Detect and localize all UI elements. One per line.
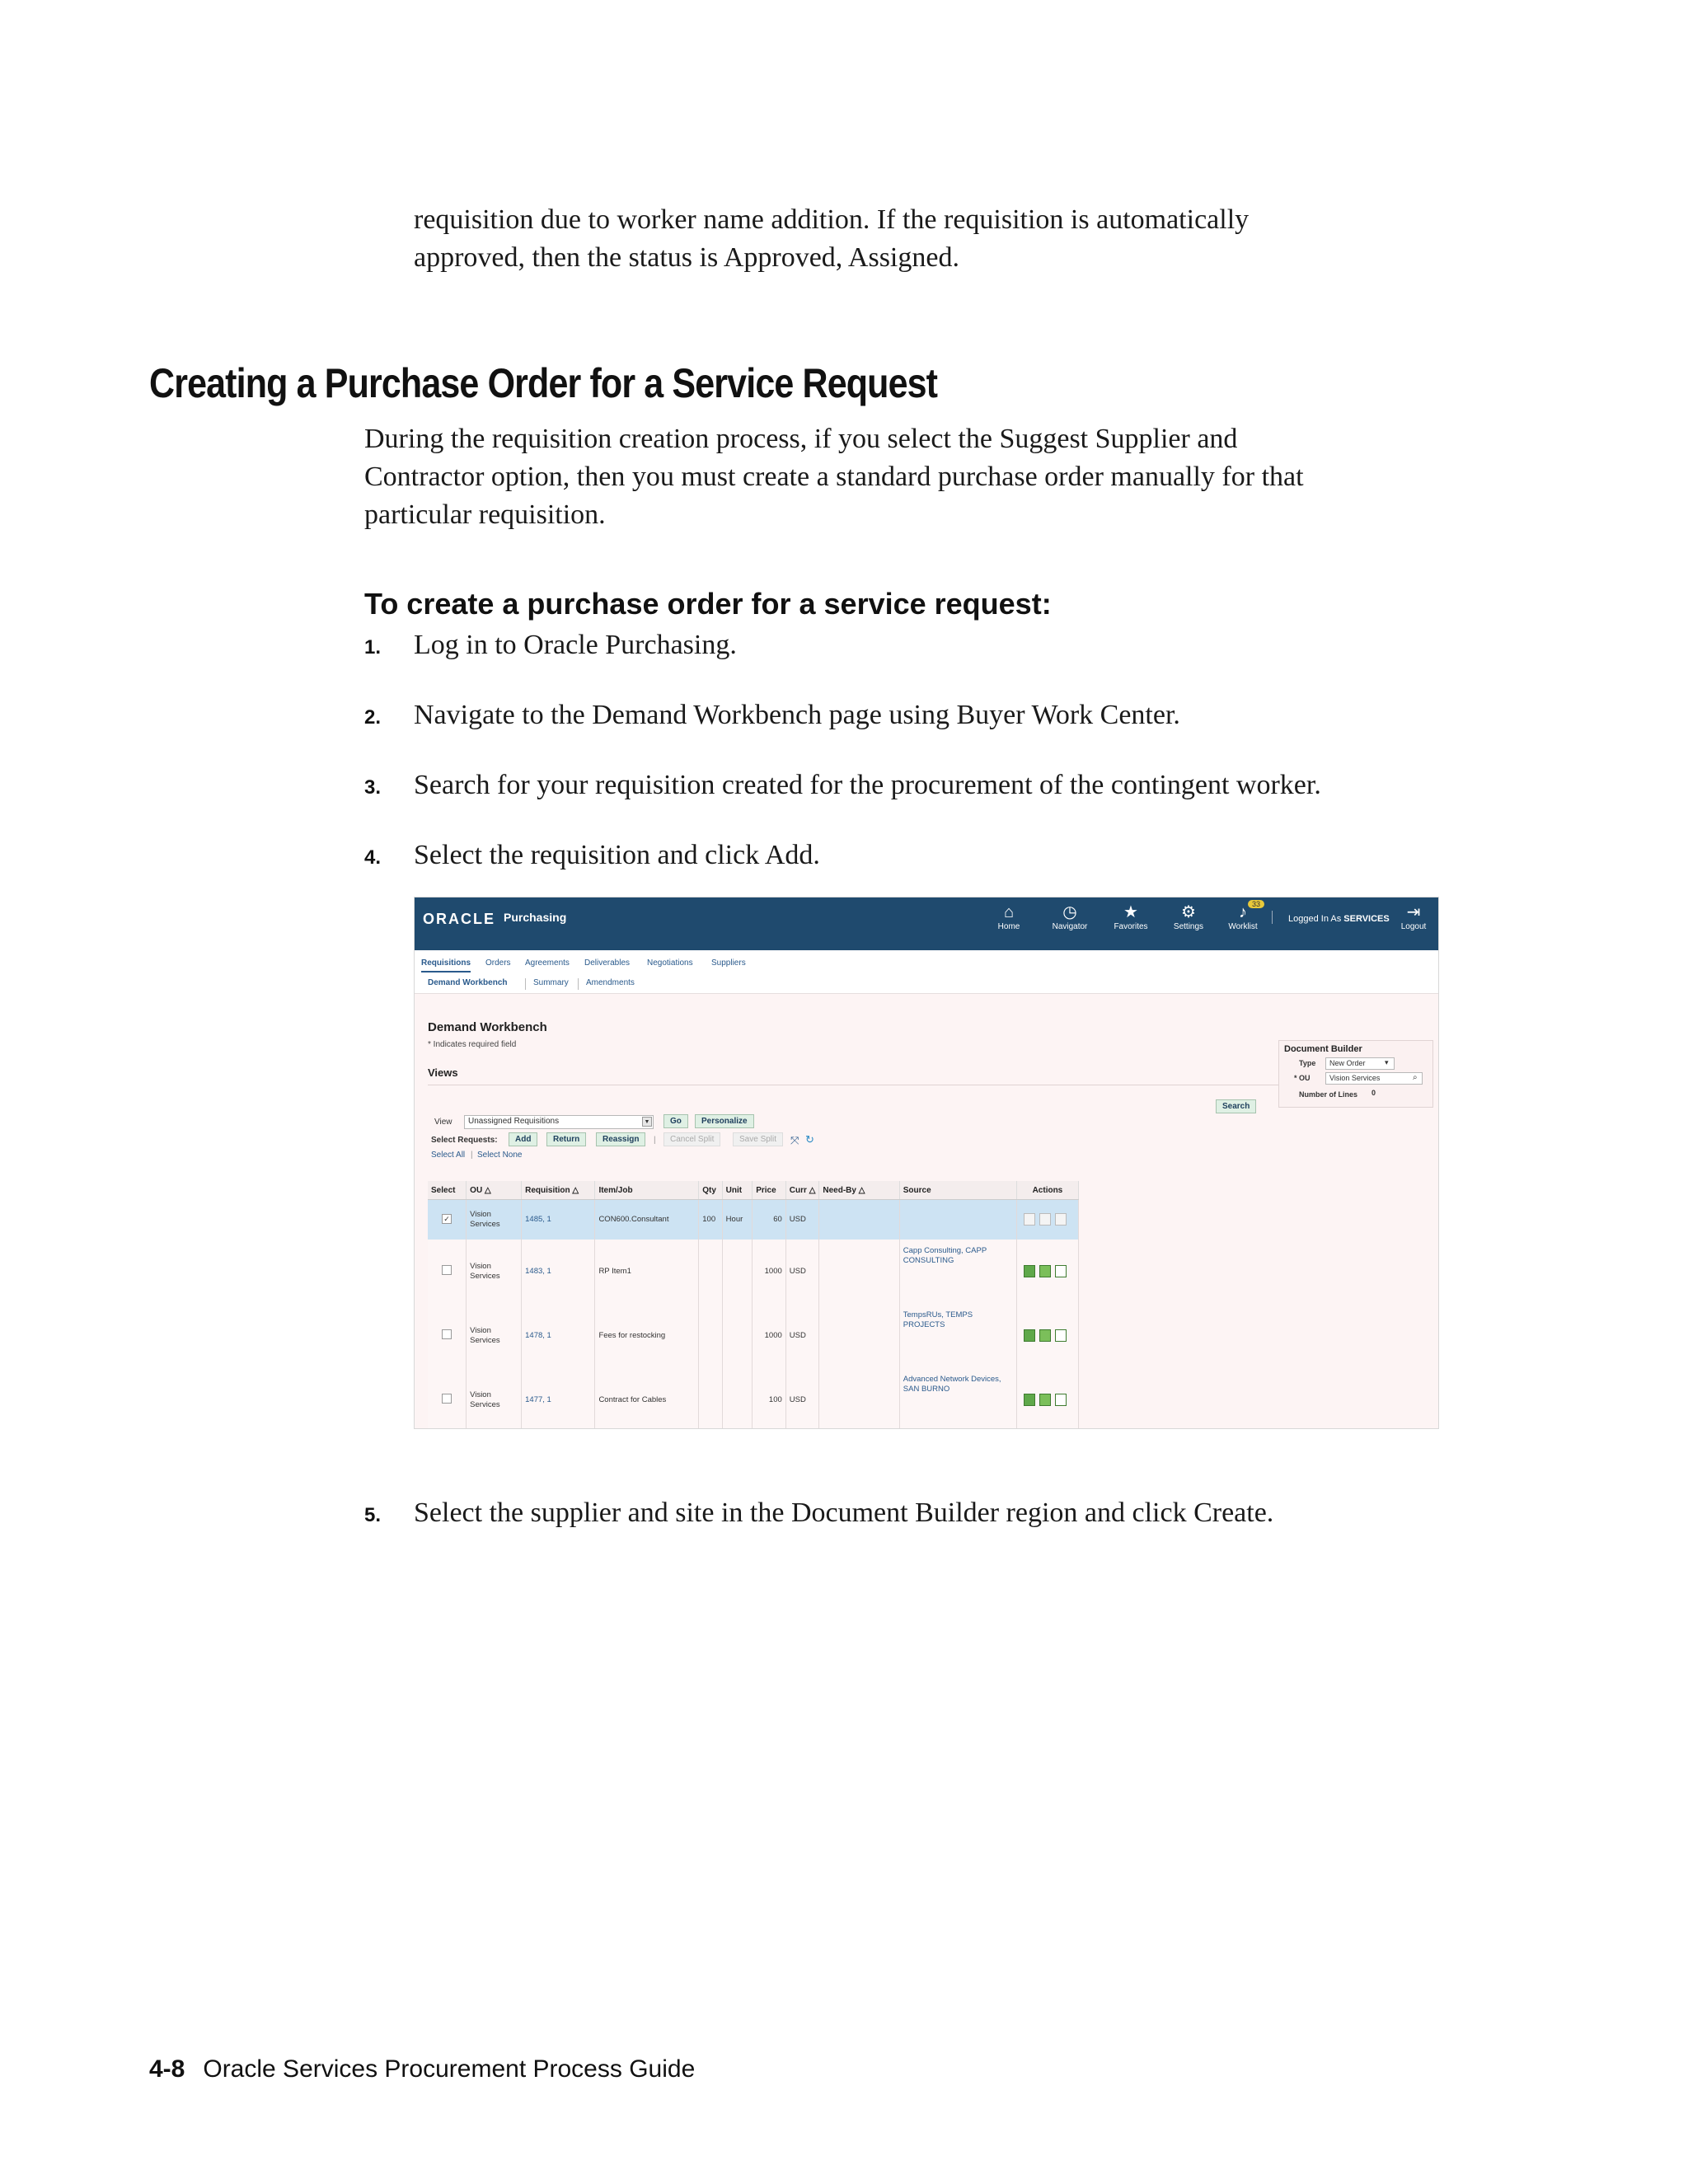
- intro-line-1: requisition due to worker name addition. If the requisition is automatically: [414, 204, 1250, 235]
- number-of-lines-value: 0: [1372, 1089, 1376, 1097]
- select-requests-label: Select Requests:: [431, 1136, 498, 1145]
- save-split-button[interactable]: Save Split: [733, 1132, 783, 1146]
- cell-requisition-link[interactable]: 1485, 1: [522, 1200, 595, 1240]
- table-row[interactable]: [428, 1304, 1079, 1368]
- sort-icon: △: [572, 1185, 579, 1195]
- edit-icon[interactable]: [1039, 1213, 1051, 1226]
- select-all-link[interactable]: Select All: [431, 1151, 466, 1160]
- cell-ou: Vision Services: [467, 1240, 522, 1304]
- view-select-value: Unassigned Requisitions: [468, 1117, 560, 1126]
- subtab-summary[interactable]: Summary: [533, 978, 569, 987]
- subtab-amendments[interactable]: Amendments: [586, 978, 635, 987]
- cell-need-by: [819, 1368, 899, 1430]
- step-5-text: Select the supplier and site in the Document Builder region and click Create.: [414, 1497, 1274, 1528]
- cell-item: RP Item1: [595, 1240, 699, 1304]
- type-select-value: New Order: [1329, 1059, 1366, 1067]
- type-dropdown-icon[interactable]: ▾: [1385, 1058, 1389, 1066]
- document-icon[interactable]: [1024, 1213, 1035, 1226]
- edit-icon[interactable]: [1039, 1329, 1051, 1342]
- clock-icon: ◷: [1062, 903, 1077, 921]
- home-icon: ⌂: [1003, 903, 1015, 921]
- split-icon[interactable]: [1055, 1329, 1067, 1342]
- view-label: View: [434, 1118, 452, 1127]
- column-header-qty: Qty: [699, 1181, 722, 1200]
- oracle-logo: ORACLE: [423, 911, 495, 927]
- cell-unit: [722, 1240, 753, 1304]
- settings-label: Settings: [1173, 922, 1204, 931]
- star-icon: ★: [1123, 903, 1138, 921]
- requisitions-table: [428, 1181, 1079, 1429]
- gear-icon: ⚙: [1181, 903, 1196, 921]
- worklist-label: Worklist: [1228, 922, 1258, 931]
- cell-item: Contract for Cables: [595, 1368, 699, 1430]
- sort-icon: △: [858, 1185, 865, 1195]
- subtab-demand-workbench[interactable]: Demand Workbench: [428, 978, 508, 987]
- row-checkbox[interactable]: [442, 1394, 452, 1404]
- cell-actions: [1016, 1200, 1078, 1240]
- cell-price: 1000: [753, 1304, 786, 1368]
- cell-curr: USD: [785, 1200, 819, 1240]
- view-select[interactable]: [464, 1115, 654, 1129]
- cell-curr: USD: [785, 1368, 819, 1430]
- cell-item: CON600.Consultant: [595, 1200, 699, 1240]
- column-header-ou[interactable]: [467, 1181, 522, 1200]
- tab-deliverables[interactable]: Deliverables: [584, 958, 631, 968]
- logged-in-prefix: Logged In As: [1288, 914, 1342, 924]
- ou-input-value: Vision Services: [1329, 1074, 1381, 1082]
- home-label: Home: [997, 922, 1020, 931]
- chevron-down-icon: ▼: [642, 1117, 652, 1127]
- column-header-requisition-label: Requisition: [525, 1185, 570, 1195]
- return-button[interactable]: Return: [546, 1132, 586, 1146]
- section-para-line-3: particular requisition.: [364, 499, 606, 530]
- row-checkbox[interactable]: [442, 1329, 452, 1339]
- cancel-split-button[interactable]: Cancel Split: [663, 1132, 720, 1146]
- demand-workbench-screenshot: [414, 897, 1439, 1429]
- logout-label: Logout: [1400, 922, 1427, 931]
- column-header-ou-label: OU: [470, 1185, 483, 1195]
- edit-icon[interactable]: [1039, 1394, 1051, 1406]
- main-tabs: [415, 950, 1439, 975]
- procedure-title: To create a purchase order for a service request:: [364, 587, 1052, 621]
- document-icon[interactable]: [1024, 1265, 1035, 1277]
- cell-ou: Vision Services: [467, 1200, 522, 1240]
- page-footer: [149, 2055, 695, 2083]
- table-header-row: [428, 1181, 1079, 1200]
- column-header-select: Select: [428, 1181, 467, 1200]
- required-note-text: Indicates required field: [433, 1040, 517, 1049]
- step-4-text: Select the requisition and click Add.: [414, 840, 820, 870]
- personalize-button[interactable]: Personalize: [695, 1114, 754, 1128]
- step-1-text: Log in to Oracle Purchasing.: [414, 630, 737, 660]
- cell-requisition-link[interactable]: 1477, 1: [522, 1368, 595, 1430]
- column-header-unit: Unit: [722, 1181, 753, 1200]
- table-row[interactable]: [428, 1200, 1079, 1240]
- cell-need-by: [819, 1304, 899, 1368]
- search-button[interactable]: Search: [1216, 1099, 1256, 1113]
- bell-icon: ♪: [1239, 903, 1247, 921]
- cell-requisition-link[interactable]: 1483, 1: [522, 1240, 595, 1304]
- document-builder-region: [1278, 1040, 1433, 1108]
- tab-orders[interactable]: Orders: [485, 958, 511, 968]
- intro-paragraph: [414, 201, 1249, 277]
- document-icon[interactable]: [1024, 1394, 1035, 1406]
- home-button[interactable]: [980, 902, 1038, 931]
- column-header-requisition[interactable]: [522, 1181, 595, 1200]
- favorites-label: Favorites: [1114, 922, 1148, 931]
- page-number: 4-8: [149, 2055, 185, 2083]
- select-none-link[interactable]: Select None: [477, 1151, 523, 1160]
- cell-actions: [1016, 1240, 1078, 1304]
- refresh-icon[interactable]: ↻: [805, 1133, 814, 1146]
- settings-button[interactable]: [1160, 902, 1217, 931]
- toolbar-divider: |: [654, 1136, 656, 1145]
- sort-icon: △: [809, 1185, 816, 1195]
- logout-icon: ⇥: [1406, 903, 1421, 921]
- cell-qty: [699, 1240, 722, 1304]
- cell-curr: USD: [785, 1304, 819, 1368]
- views-header: Views: [428, 1066, 458, 1079]
- document-builder-title: Document Builder: [1284, 1044, 1362, 1054]
- type-label: Type: [1299, 1059, 1316, 1067]
- search-icon[interactable]: ⌕: [1413, 1073, 1418, 1082]
- cell-actions: [1016, 1304, 1078, 1368]
- header-divider: [1272, 911, 1273, 924]
- go-button[interactable]: Go: [663, 1114, 688, 1128]
- split-icon[interactable]: [1055, 1265, 1067, 1277]
- table-row[interactable]: [428, 1240, 1079, 1304]
- cell-ou: Vision Services: [467, 1304, 522, 1368]
- ou-label-text: OU: [1299, 1074, 1311, 1082]
- cell-need-by: [819, 1240, 899, 1304]
- intro-line-2: approved, then the status is Approved, Assigned.: [414, 242, 959, 273]
- cell-price: 100: [753, 1368, 786, 1430]
- step-3-text: Search for your requisition created for the procurement of the contingent worker.: [414, 770, 1321, 800]
- logged-in-user: SERVICES: [1343, 914, 1390, 924]
- section-para-line-2: Contractor option, then you must create a standard purchase order manually for that: [364, 462, 1304, 492]
- ou-input[interactable]: [1325, 1072, 1423, 1085]
- section-para-line-1: During the requisition creation process, if you select the Suggest Supplier and: [364, 424, 1238, 454]
- select-link-divider: |: [471, 1151, 473, 1160]
- footer-title: Oracle Services Procurement Process Guide: [203, 2055, 696, 2083]
- column-header-item: Item/Job: [595, 1181, 699, 1200]
- column-header-source: Source: [899, 1181, 1016, 1200]
- ou-label: * OU: [1294, 1074, 1311, 1082]
- cell-price: 1000: [753, 1240, 786, 1304]
- expand-icon[interactable]: ⤧: [790, 1134, 799, 1146]
- reassign-button[interactable]: Reassign: [596, 1132, 645, 1146]
- cell-price: 60: [753, 1200, 786, 1240]
- cell-qty: 100: [699, 1200, 722, 1240]
- cell-source[interactable]: [899, 1200, 1016, 1240]
- step-3-number: 3.: [364, 776, 382, 799]
- navigator-label: Navigator: [1052, 922, 1088, 931]
- cell-actions: [1016, 1368, 1078, 1430]
- column-header-curr[interactable]: [785, 1181, 819, 1200]
- step-5-number: 5.: [364, 1504, 382, 1526]
- sort-icon: △: [484, 1185, 491, 1195]
- tab-suppliers[interactable]: Suppliers: [711, 958, 746, 968]
- column-header-need-by[interactable]: [819, 1181, 899, 1200]
- subtab-divider: [525, 978, 526, 990]
- split-icon[interactable]: [1055, 1213, 1067, 1226]
- tab-negotiations[interactable]: Negotiations: [647, 958, 693, 968]
- tab-requisitions[interactable]: Requisitions: [421, 958, 471, 972]
- required-note: * Indicates required field: [428, 1040, 517, 1049]
- navigator-button[interactable]: [1041, 902, 1099, 931]
- column-header-need-by-label: Need-By: [823, 1185, 856, 1195]
- column-header-curr-label: Curr: [789, 1185, 807, 1195]
- row-checkbox[interactable]: [442, 1265, 452, 1275]
- step-2-number: 2.: [364, 706, 382, 729]
- edit-icon[interactable]: [1039, 1265, 1051, 1277]
- cell-unit: [722, 1304, 753, 1368]
- cell-unit: Hour: [722, 1200, 753, 1240]
- cell-ou: Vision Services: [467, 1368, 522, 1430]
- cell-qty: [699, 1304, 722, 1368]
- section-title: Creating a Purchase Order for a Service Request: [149, 360, 938, 406]
- step-1-number: 1.: [364, 636, 382, 658]
- step-4-number: 4.: [364, 846, 382, 869]
- add-button[interactable]: Add: [509, 1132, 537, 1146]
- cell-need-by: [819, 1200, 899, 1240]
- table-row[interactable]: [428, 1368, 1079, 1430]
- cell-qty: [699, 1368, 722, 1430]
- sub-tabs: [415, 975, 1439, 993]
- split-icon[interactable]: [1055, 1394, 1067, 1406]
- oracle-header-bar: [415, 898, 1439, 950]
- app-name: Purchasing: [504, 911, 567, 924]
- section-paragraph: [364, 420, 1304, 534]
- worklist-badge: 33: [1248, 900, 1264, 908]
- cell-source[interactable]: TempsRUs, TEMPS PROJECTS: [899, 1304, 1016, 1368]
- column-header-price: Price: [753, 1181, 786, 1200]
- cell-item: Fees for restocking: [595, 1304, 699, 1368]
- page-title: Demand Workbench: [428, 1020, 547, 1034]
- document-icon[interactable]: [1024, 1329, 1035, 1342]
- logged-in-status: [1288, 914, 1390, 924]
- logout-button[interactable]: [1389, 902, 1438, 931]
- favorites-button[interactable]: [1102, 902, 1160, 931]
- column-header-actions: Actions: [1016, 1181, 1078, 1200]
- tab-agreements[interactable]: Agreements: [525, 958, 570, 968]
- cell-source[interactable]: Advanced Network Devices, SAN BURNO: [899, 1368, 1016, 1430]
- subtab-divider: [578, 978, 579, 990]
- step-2-text: Navigate to the Demand Workbench page using Buyer Work Center.: [414, 700, 1180, 730]
- cell-curr: USD: [785, 1240, 819, 1304]
- number-of-lines-label: Number of Lines: [1299, 1090, 1358, 1099]
- cell-requisition-link[interactable]: 1478, 1: [522, 1304, 595, 1368]
- cell-source[interactable]: Capp Consulting, CAPP CONSULTING: [899, 1240, 1016, 1304]
- row-checkbox[interactable]: ✓: [442, 1214, 452, 1224]
- cell-unit: [722, 1368, 753, 1430]
